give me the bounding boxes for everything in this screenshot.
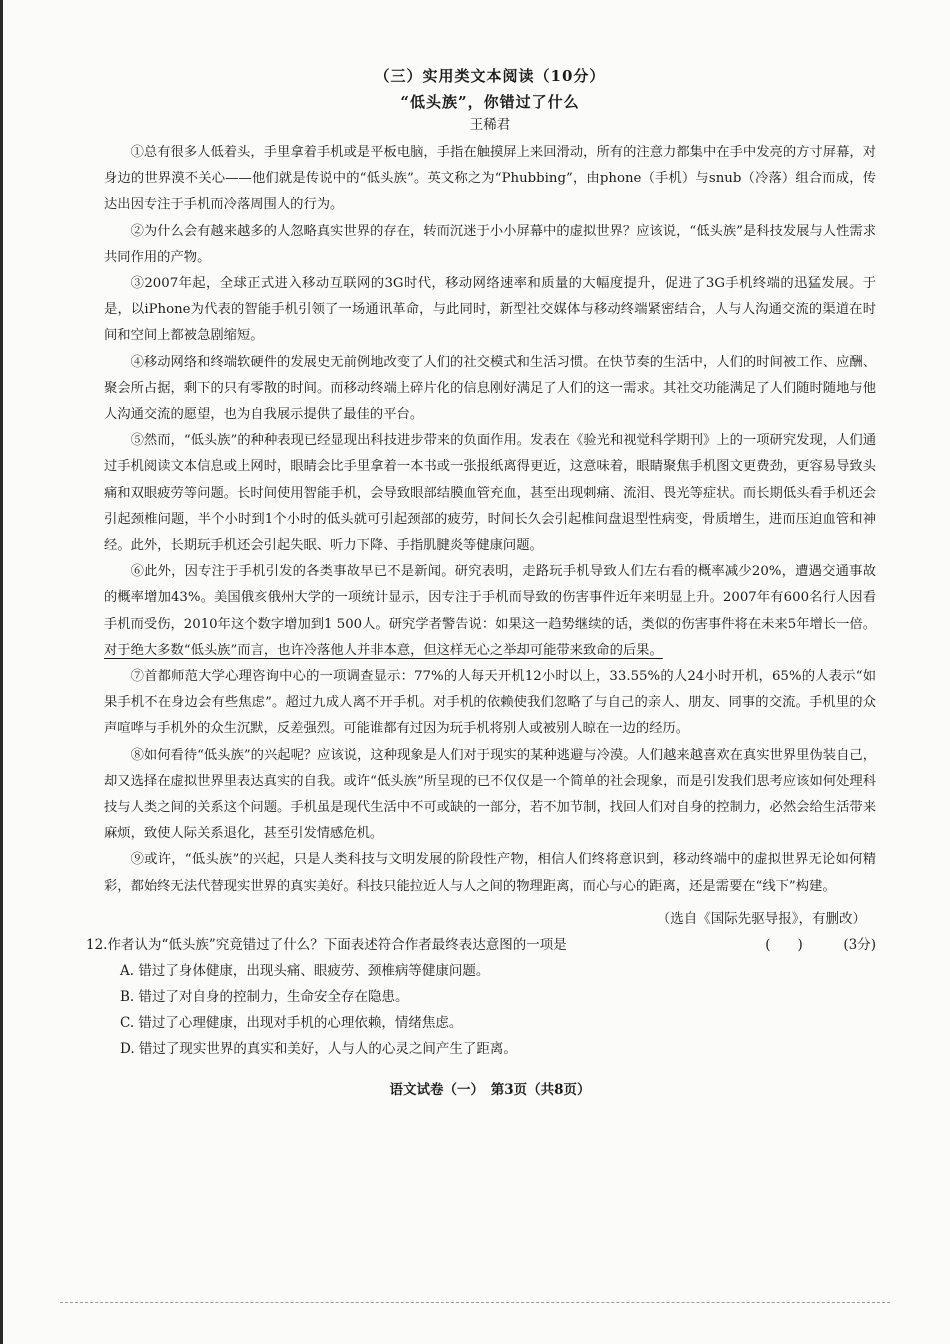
- paragraph-8: ⑧如何看待“低头族”的兴起呢？应该说，这种现象是人们对于现实的某种逃避与冷漠。人们越来越喜欢在真实世界里伪装自己，却又选择在虚拟世界里表达真实的自我。或许“低头族”所呈现的已不仅仅是一个简单的社会现象，而是引发我们思考应该如何处理科技与人类之间的关系这个问题。手机虽是现代生活中不可或缺的一部分，若不加节制，找回人们对自身的控制力，必然会给生活带来麻烦，致使人际关系退化，甚至引发情感危机。: [104, 747, 876, 842]
- exam-page: [86, 64, 876, 1102]
- option-b: B. 错过了对自身的控制力，生命安全存在隐患。: [120, 988, 409, 1005]
- paragraph-9: ⑨或许，“低头族”的兴起，只是人类科技与文明发展的阶段性产物，相信人们终将意识到，移动终端中的虚拟世界无论如何精彩，都始终无法代替现实世界的真实美好。科技只能拉近人与人之间的物理距离，而心与心的距离，还是需要在“线下”构建。: [104, 852, 876, 894]
- section-title: （三）实用类文本阅读（10分）: [374, 67, 606, 85]
- option-d: D. 错过了现实世界的真实和美好，人与人的心灵之间产生了距离。: [120, 1040, 517, 1057]
- paragraph-6: [104, 559, 876, 664]
- article-author: 王稀君: [469, 117, 511, 133]
- question-number: 12.: [86, 936, 108, 953]
- article-title: “低头族”，你错过了什么: [400, 93, 580, 111]
- question-score: (3分): [843, 936, 876, 953]
- paragraph-1: ①总有很多人低着头，手里拿着手机或是平板电脑，手指在触摸屏上来回滑动，所有的注意力都集中在手中发亮的方寸屏幕，对身边的世界漠不关心——他们就是传说中的“低头族”。英文称之为“Phubbing”，由phone（手机）与snub（冷落）组合而成，传达出因专注于手机而冷落周围人的行为。: [104, 145, 876, 213]
- paragraph-6-text: ⑥此外，因专注于手机引发的各类事故早已不是新闻。研究表明，走路玩手机导致人们左右看的概率减少20%，遭遇交通事故的概率增加43%。美国俄亥俄州大学的一项统计显示，因专注于手机而导致的伤害事件近年来明显上升。2007年有600名行人因看手机而受伤，2010年这个数字增加到1 500人。研究学者警告说：如果这一趋势继续的话，类似的伤害事件将在未来5年增长一倍。: [104, 564, 876, 632]
- paragraph-7: ⑦首都师范大学心理咨询中心的一项调查显示：77%的人每天开机12小时以上，33.55%的人24小时开机，65%的人表示“如果手机不在身边会有些焦虑”。超过九成人离不开手机。对手机的依赖使我们忽略了与自己的亲人、朋友、同事的交流。手机里的众声喧哗与手机外的众生沉默，反差强烈。可能谁都有过因为玩手机将别人或被别人晾在一边的经历。: [104, 669, 876, 737]
- page-left-edge: [0, 0, 3, 1344]
- answer-blank: ( ): [765, 936, 803, 953]
- paragraph-5: ⑤然而，“低头族”的种种表现已经显现出科技进步带来的负面作用。发表在《验光和视觉科学期刊》上的一项研究发现，人们通过手机阅读文本信息或上网时，眼睛会比手里拿着一本书或一张报纸离得更近，这意味着，眼睛聚焦手机图文更费劲，更容易导致头痛和双眼疲劳等问题。长时间使用智能手机，会导致眼部结膜血管充血，甚至出现刺痛、流泪、畏光等症状。而长期低头看手机还会引起颈椎问题，半个小时到1个小时的低头就可引起颈部的疲劳，时间长久会引起椎间盘退型性病变，骨质增生，进而压迫血管和神经。此外，长期玩手机还会引起失眠、听力下降、手指肌腱炎等健康问题。: [104, 433, 876, 554]
- page-footer: 语文试卷（一） 第3页（共8页）: [389, 1081, 591, 1098]
- paragraph-3: ③2007年起，全球正式进入移动互联网的3G时代，移动网络速率和质量的大幅度提升，促进了3G手机终端的迅猛发展。于是，以iPhone为代表的智能手机引领了一场通讯革命，与此同时，新型社交媒体与移动终端紧密结合，人与人沟通交流的渠道在时间和空间上都被急剧缩短。: [104, 276, 876, 344]
- bottom-dashed-line: [60, 1302, 890, 1305]
- option-a: A. 错过了身体健康，出现头痛、眼疲劳、颈椎病等健康问题。: [120, 962, 490, 979]
- paragraph-6-underlined-sentence: 对于绝大多数“低头族”而言，也许冷落他人并非本意，但这样无心之举却可能带来致命的后果。: [104, 642, 663, 658]
- article-source: （选自《国际先驱导报》，有删改）: [656, 910, 866, 927]
- paragraph-4: ④移动网络和终端软硬件的发展史无前例地改变了人们的社交模式和生活习惯。在快节奏的生活中，人们的时间被工作、应酬、聚会所占据，剩下的只有零散的时间。而移动终端上碎片化的信息刚好满足了人们的这一需求。其社交功能满足了人们随时随地与他人沟通交流的愿望，也为自我展示提供了最佳的平台。: [104, 354, 876, 423]
- paragraph-2: ②为什么会有越来越多的人忽略真实世界的存在，转而沉迷于小小屏幕中的虚拟世界？应该说，“低头族”是科技发展与人性需求共同作用的产物。: [104, 223, 876, 265]
- question-12: [86, 932, 876, 958]
- option-c: C. 错过了心理健康，出现对手机的心理依赖，情绪焦虑。: [120, 1014, 463, 1031]
- question-stem: 作者认为“低头族”究竟错过了什么？下面表述符合作者最终表达意图的一项是: [107, 936, 567, 953]
